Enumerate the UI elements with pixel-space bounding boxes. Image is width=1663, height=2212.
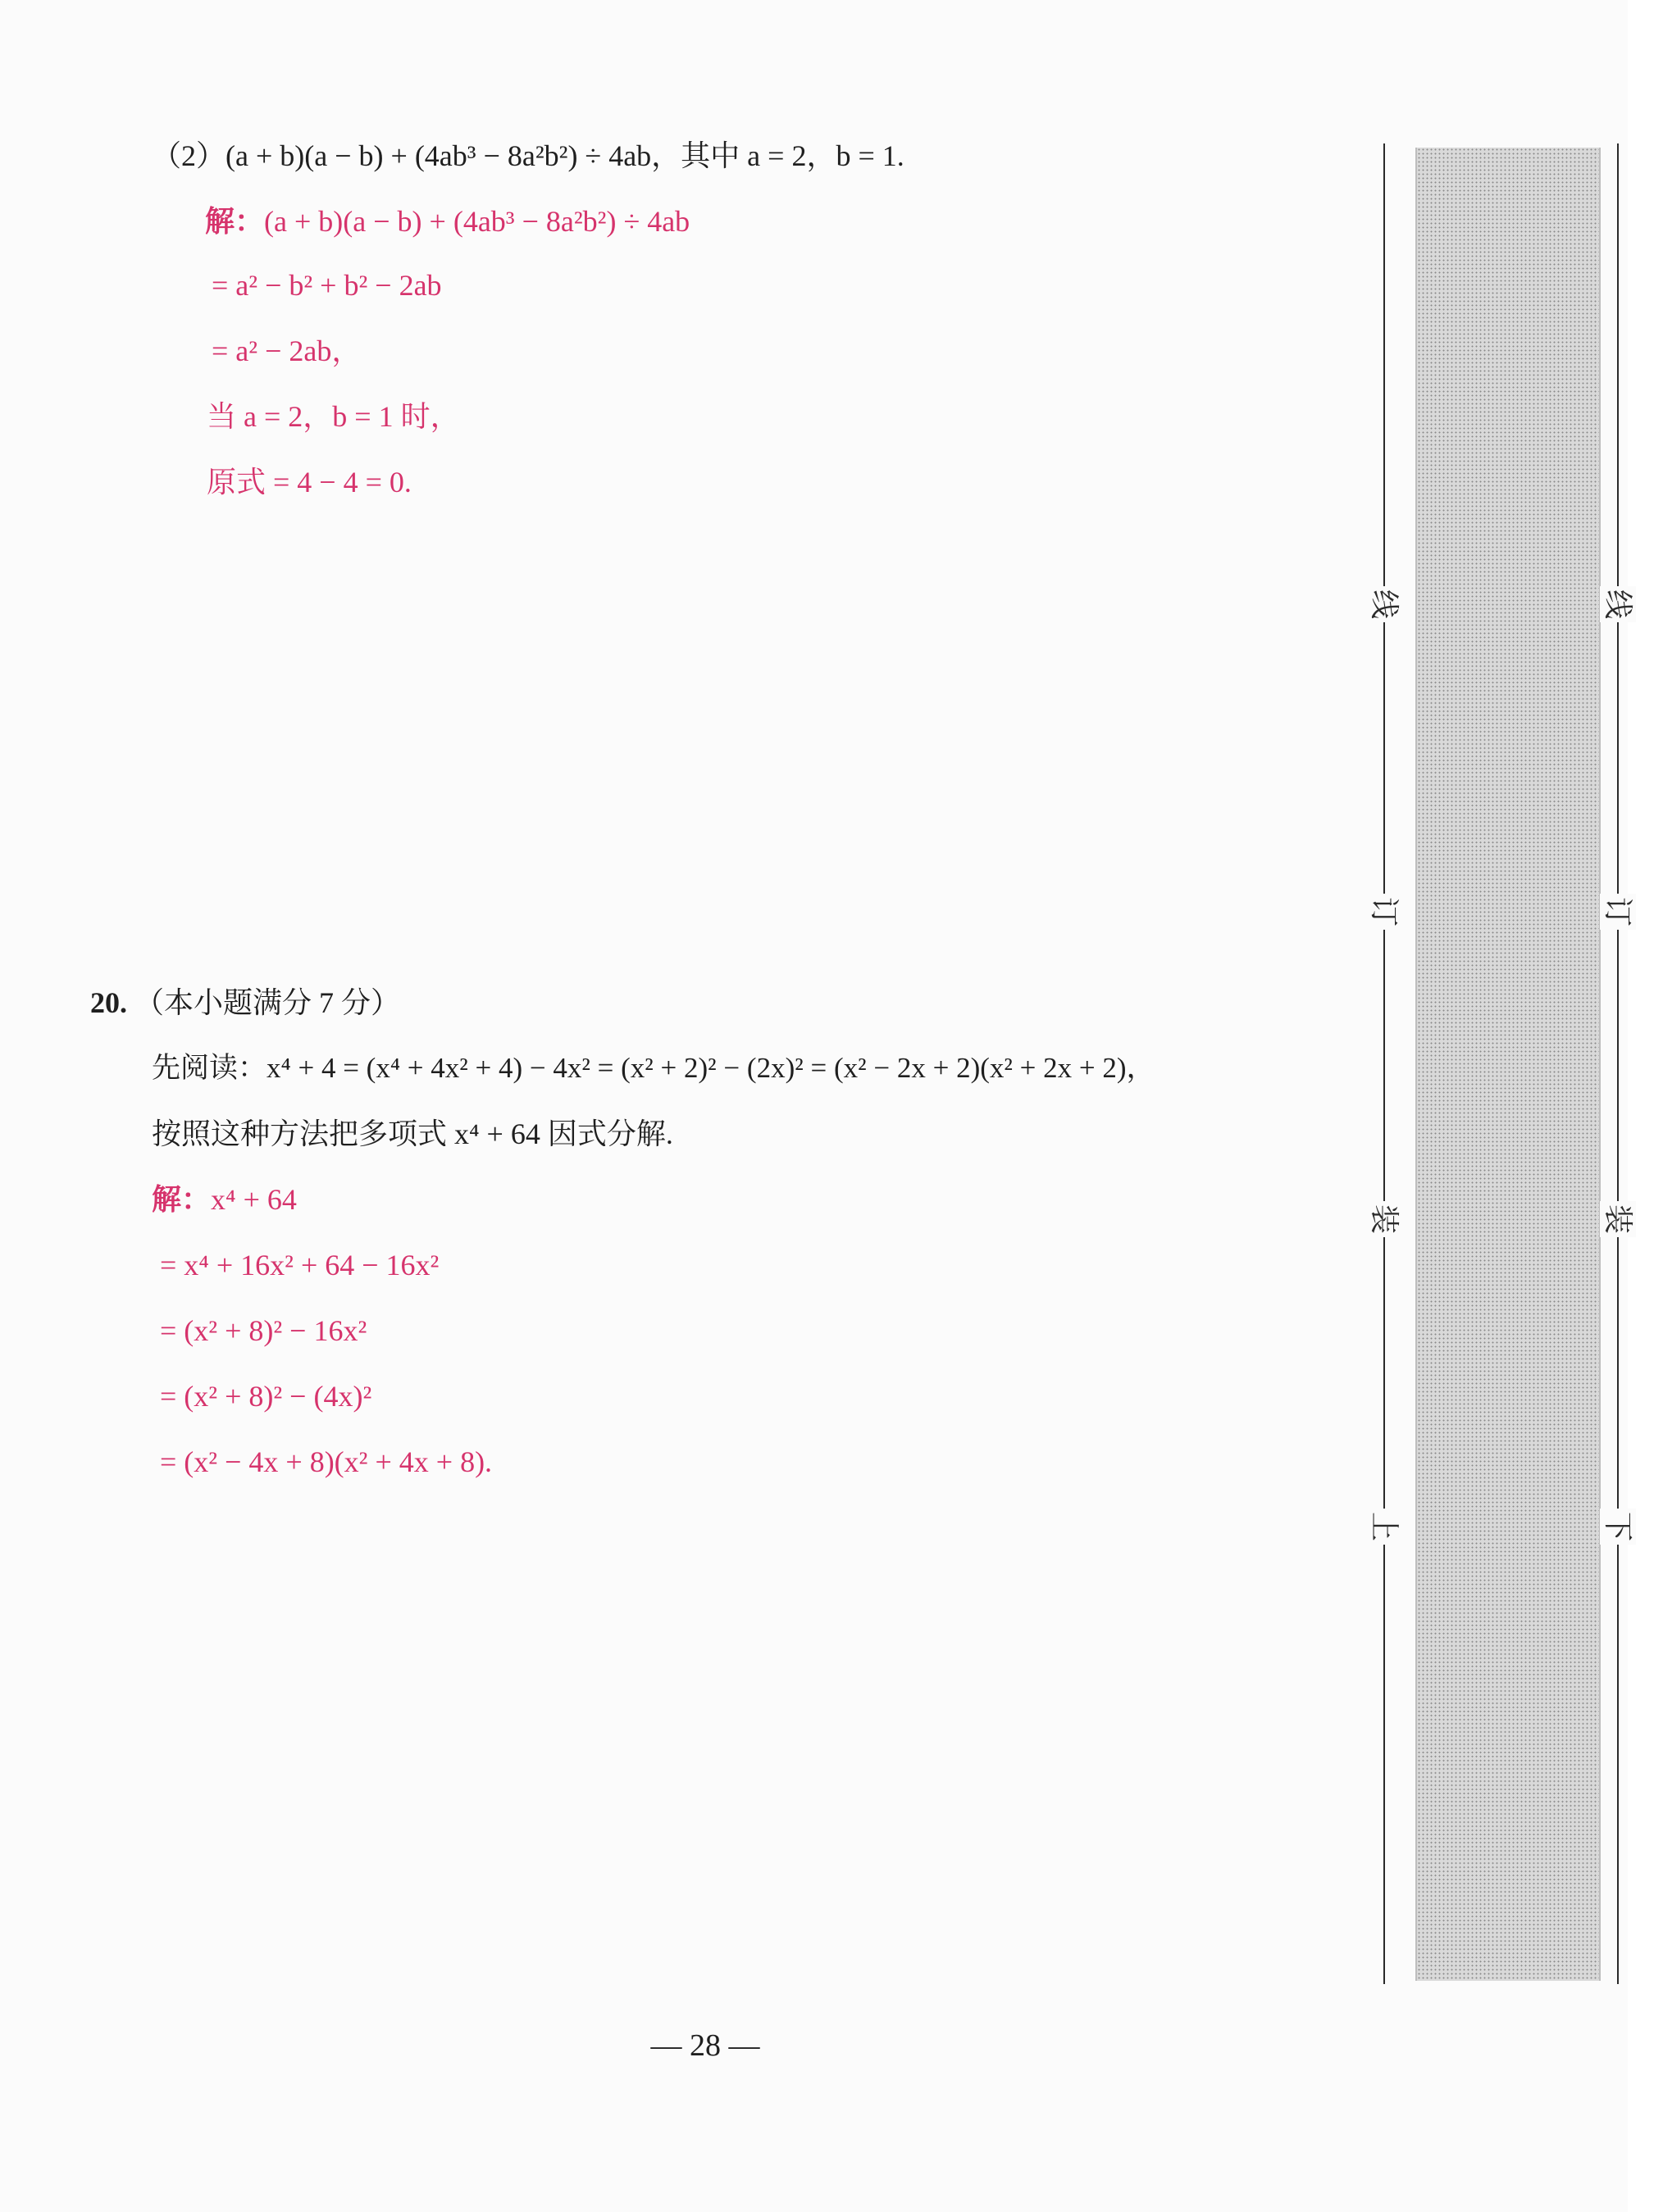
binding-label-right: 装 [1600, 1201, 1636, 1237]
question-20-reading: 先阅读：x⁴ + 4 = (x⁴ + 4x² + 4) − 4x² = (x² + 2)² − (2x)² = (x² − 2x + 2)(x² + 2x + 2)， [152, 1052, 1155, 1084]
solution-line: = (x² − 4x + 8)(x² + 4x + 8). [160, 1445, 493, 1478]
binding-label-left: 线 [1366, 586, 1402, 622]
solution-line: = x⁴ + 16x² + 64 − 16x² [160, 1249, 440, 1281]
binding-shaded-strip [1415, 148, 1601, 1981]
solution-line: = (x² + 8)² − 16x² [160, 1314, 367, 1347]
question-20-task: 按照这种方法把多项式 x⁴ + 64 因式分解. [152, 1117, 673, 1150]
binding-label-right: 订 [1600, 894, 1636, 930]
question-20-header [90, 982, 400, 1023]
binding-line-left [1383, 143, 1385, 1984]
page-edge [1628, 0, 1663, 2212]
solution-line: 原式 = 4 − 4 = 0. [207, 466, 412, 498]
solution-line: = a² − 2ab， [212, 335, 362, 367]
problem-2-statement: （2）(a + b)(a − b) + (4ab³ − 8a²b²) ÷ 4ab，其中 a = 2，b = 1. [152, 139, 904, 172]
binding-label-right: 下 [1600, 1509, 1636, 1545]
question-score: （本小题满分 7 分） [134, 986, 401, 1019]
solution-line: (a + b)(a − b) + (4ab³ − 8a²b²) ÷ 4ab [264, 205, 690, 238]
solution-line: 当 a = 2，b = 1 时， [207, 400, 460, 433]
question-number: 20. [90, 986, 127, 1019]
page-number: — 28 — [650, 2028, 760, 2063]
solution-line: = (x² + 8)² − (4x)² [160, 1380, 372, 1413]
binding-line-right [1617, 143, 1619, 1984]
problem-2-solution-first-line [205, 201, 690, 242]
solution-line: = a² − b² + b² − 2ab [212, 269, 442, 302]
binding-label-left: 上 [1366, 1509, 1402, 1545]
solution-label: 解： [152, 1183, 212, 1216]
binding-label-left: 订 [1366, 894, 1402, 930]
question-20-solution-first-line [152, 1179, 297, 1220]
solution-label: 解： [205, 205, 265, 238]
solution-line: x⁴ + 64 [211, 1183, 297, 1216]
binding-label-left: 装 [1366, 1201, 1402, 1237]
binding-label-right: 线 [1600, 586, 1636, 622]
